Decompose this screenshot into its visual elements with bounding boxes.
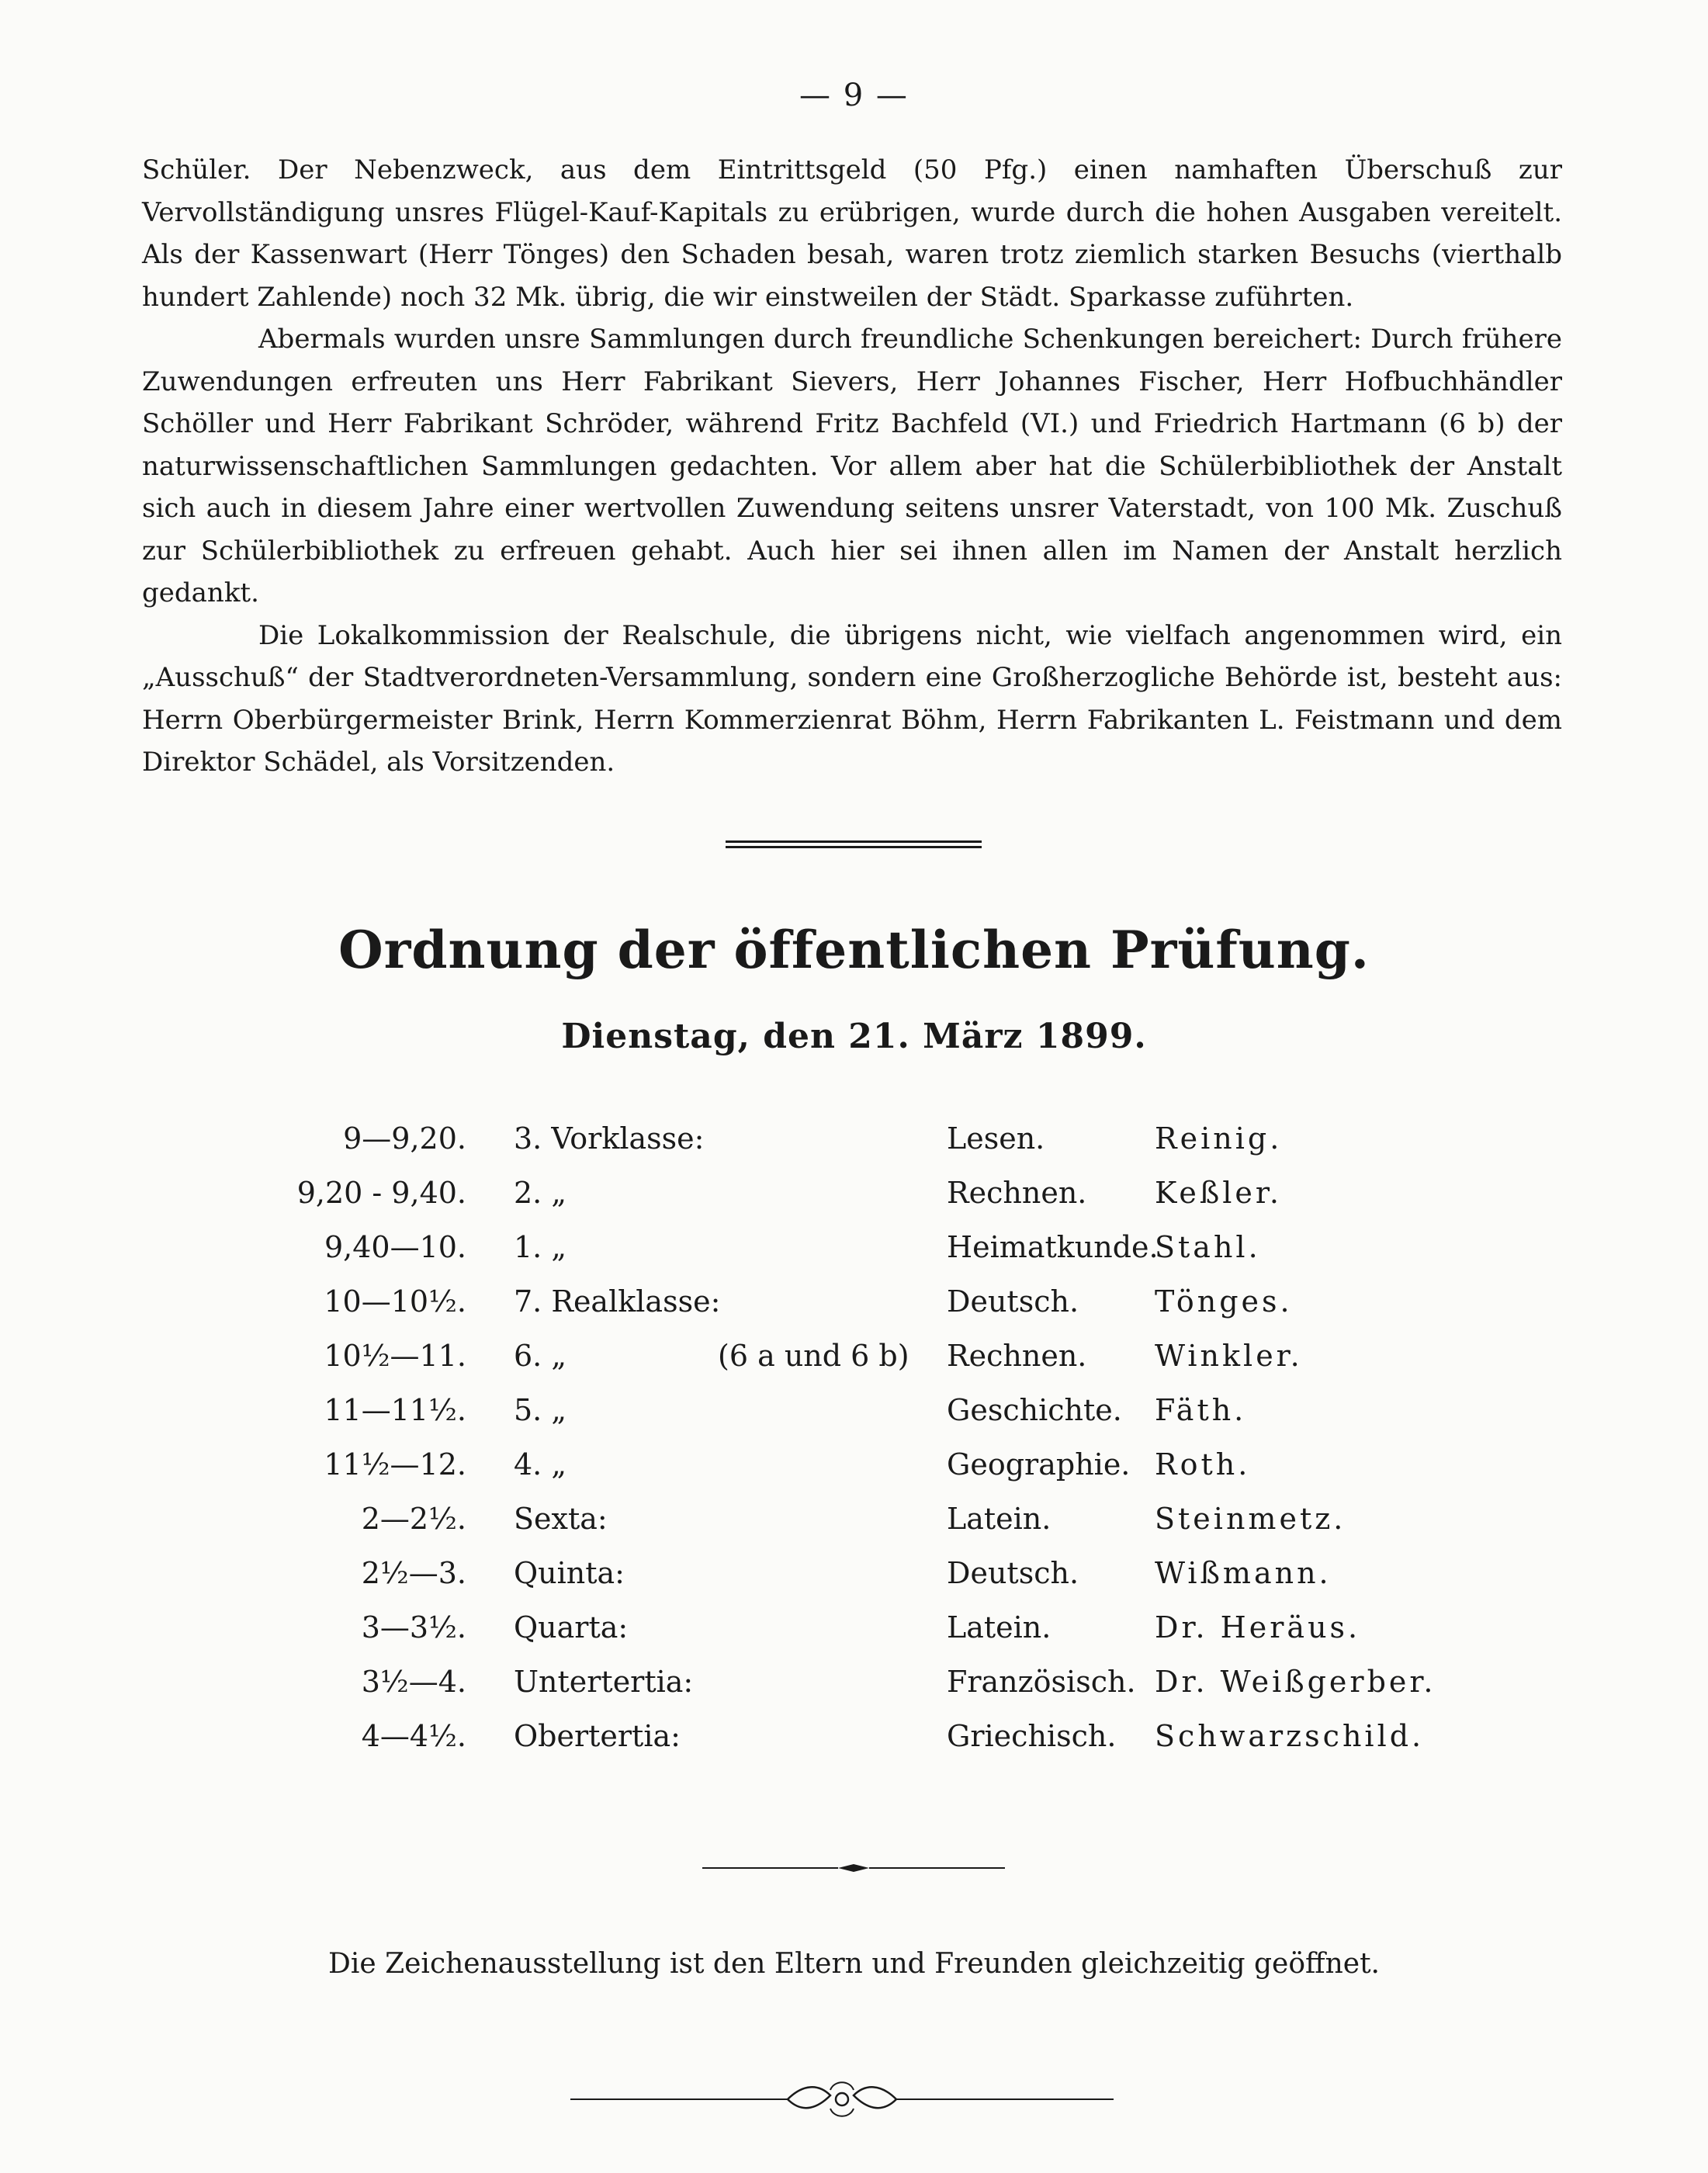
double-rule-divider [726,840,982,848]
class-cell: 5. „ [514,1393,567,1427]
paragraph-3: Die Lokalkommission der Realschule, die übrigens nicht, wie vielfach angenommen wird, ein „Ausschuß“ der Stadtverordneten-Versammlung, sondern eine Großherzogliche Behörde ist, besteht aus: Herrn Oberbürgermeister Brink, Herrn Kommerzienrat Böhm, Herrn Fabrikanten L. Feistmann und dem Direktor Schädel, als Vorsitzenden. [142,619,1562,778]
section-heading: Ordnung der öffentlichen Prüfung. [338,920,1370,980]
schedule-row [0,1284,1708,1339]
class-cell: 2. „ [514,1176,567,1210]
class-cell: Quarta: [514,1610,629,1644]
time-cell: 11½—12. [324,1447,466,1482]
teacher-cell: Fäth. [1155,1393,1247,1427]
teacher-cell: Stahl. [1155,1230,1261,1264]
class-cell: Sexta: [514,1502,608,1536]
schedule-row [0,1393,1708,1447]
time-cell: 10—10½. [324,1284,466,1319]
time-cell: 9—9,20. [343,1121,466,1156]
subject-cell: Rechnen. [947,1339,1087,1373]
time-cell: 3½—4. [361,1665,466,1699]
time-cell: 9,40—10. [324,1230,466,1264]
subject-cell: Rechnen. [947,1176,1087,1210]
schedule-row [0,1339,1708,1393]
subject-cell: Latein. [947,1502,1051,1536]
teacher-cell: Roth. [1155,1447,1251,1482]
exam-schedule [0,1121,1708,1773]
teacher-cell: Keßler. [1155,1176,1282,1210]
schedule-row [0,1121,1708,1176]
subject-cell: Geschichte. [947,1393,1122,1427]
time-cell: 2½—3. [361,1556,466,1590]
schedule-row [0,1502,1708,1556]
schedule-row [0,1230,1708,1284]
subject-cell: Latein. [947,1610,1051,1644]
class-cell: Obertertia: [514,1719,681,1753]
time-cell: 3—3½. [361,1610,466,1644]
class-cell: 4. „ [514,1447,567,1482]
paragraph-2: Abermals wurden unsre Sammlungen durch freundliche Schenkungen bereichert: Durch frühere Zuwendungen erfreuten uns Herr Fabrikant Sievers, Herr Johannes Fischer, Herr Hofbuchhändler Schöller und Herr Fabrikant Schröder, während Fritz Bachfeld (VI.) und Friedrich Hartmann (6 b) der naturwissenschaftlichen Sammlungen gedachten. Vor allem aber hat die Schülerbibliothek der Anstalt sich auch in diesem Jahre einer wertvollen Zuwendung seitens unsrer Vaterstadt, von 100 Mk. Zuschuß zur Schülerbibliothek zu erfreuen gehabt. Auch hier sei ihnen allen im Namen der Anstalt herzlich gedankt. [142,324,1562,608]
body-text [142,149,1562,784]
subject-cell: Griechisch. [947,1719,1117,1753]
time-cell: 11—11½. [324,1393,466,1427]
teacher-cell: Tönges. [1155,1284,1293,1319]
schedule-row [0,1447,1708,1502]
section-date: Dienstag, den 21. März 1899. [561,1017,1147,1056]
teacher-cell: Dr. Heräus. [1155,1610,1361,1644]
note-cell: (6 a und 6 b) [718,1339,909,1373]
class-cell: 6. „ [514,1339,567,1373]
paragraph-1: Schüler. Der Nebenzweck, aus dem Eintrittsgeld (50 Pfg.) einen namhaften Überschuß zur Vervollständigung unsres Flügel-Kauf-Kapitals zu erübrigen, wurde durch die hohen Ausgaben vereitelt. Als der Kassenwart (Herr Tönges) den Schaden besah, waren trotz ziemlich starken Besuchs (vierthalb hundert Zahlende) noch 32 Mk. übrig, die wir einstweilen der Städt. Sparkasse zuführten. [142,154,1562,313]
schedule-row [0,1556,1708,1610]
teacher-cell: Winkler. [1155,1339,1303,1373]
subject-cell: Deutsch. [947,1284,1079,1319]
subject-cell: Heimatkunde. [947,1230,1159,1264]
subject-cell: Französisch. [947,1665,1136,1699]
ornamental-divider [702,1859,1005,1877]
floral-ornament-icon [570,2076,1114,2123]
subject-cell: Deutsch. [947,1556,1079,1590]
schedule-row [0,1719,1708,1773]
class-cell: 7. Realklasse: [514,1284,721,1319]
page-number: — 9 — [799,78,909,113]
schedule-row [0,1176,1708,1230]
subject-cell: Lesen. [947,1121,1045,1156]
class-cell: 1. „ [514,1230,567,1264]
teacher-cell: Schwarzschild. [1155,1719,1425,1753]
time-cell: 9,20 - 9,40. [296,1176,466,1210]
class-cell: Untertertia: [514,1665,694,1699]
subject-cell: Geographie. [947,1447,1131,1482]
teacher-cell: Dr. Weißgerber. [1155,1665,1436,1699]
footer-note: Die Zeichenausstellung ist den Eltern und Freunden gleichzeitig geöffnet. [327,1948,1380,1980]
time-cell: 10½—11. [324,1339,466,1373]
teacher-cell: Wißmann. [1155,1556,1332,1590]
teacher-cell: Reinig. [1155,1121,1283,1156]
time-cell: 2—2½. [361,1502,466,1536]
schedule-row [0,1610,1708,1665]
teacher-cell: Steinmetz. [1155,1502,1346,1536]
class-cell: Quinta: [514,1556,625,1590]
schedule-row [0,1665,1708,1719]
time-cell: 4—4½. [361,1719,466,1753]
class-cell: 3. Vorklasse: [514,1121,705,1156]
